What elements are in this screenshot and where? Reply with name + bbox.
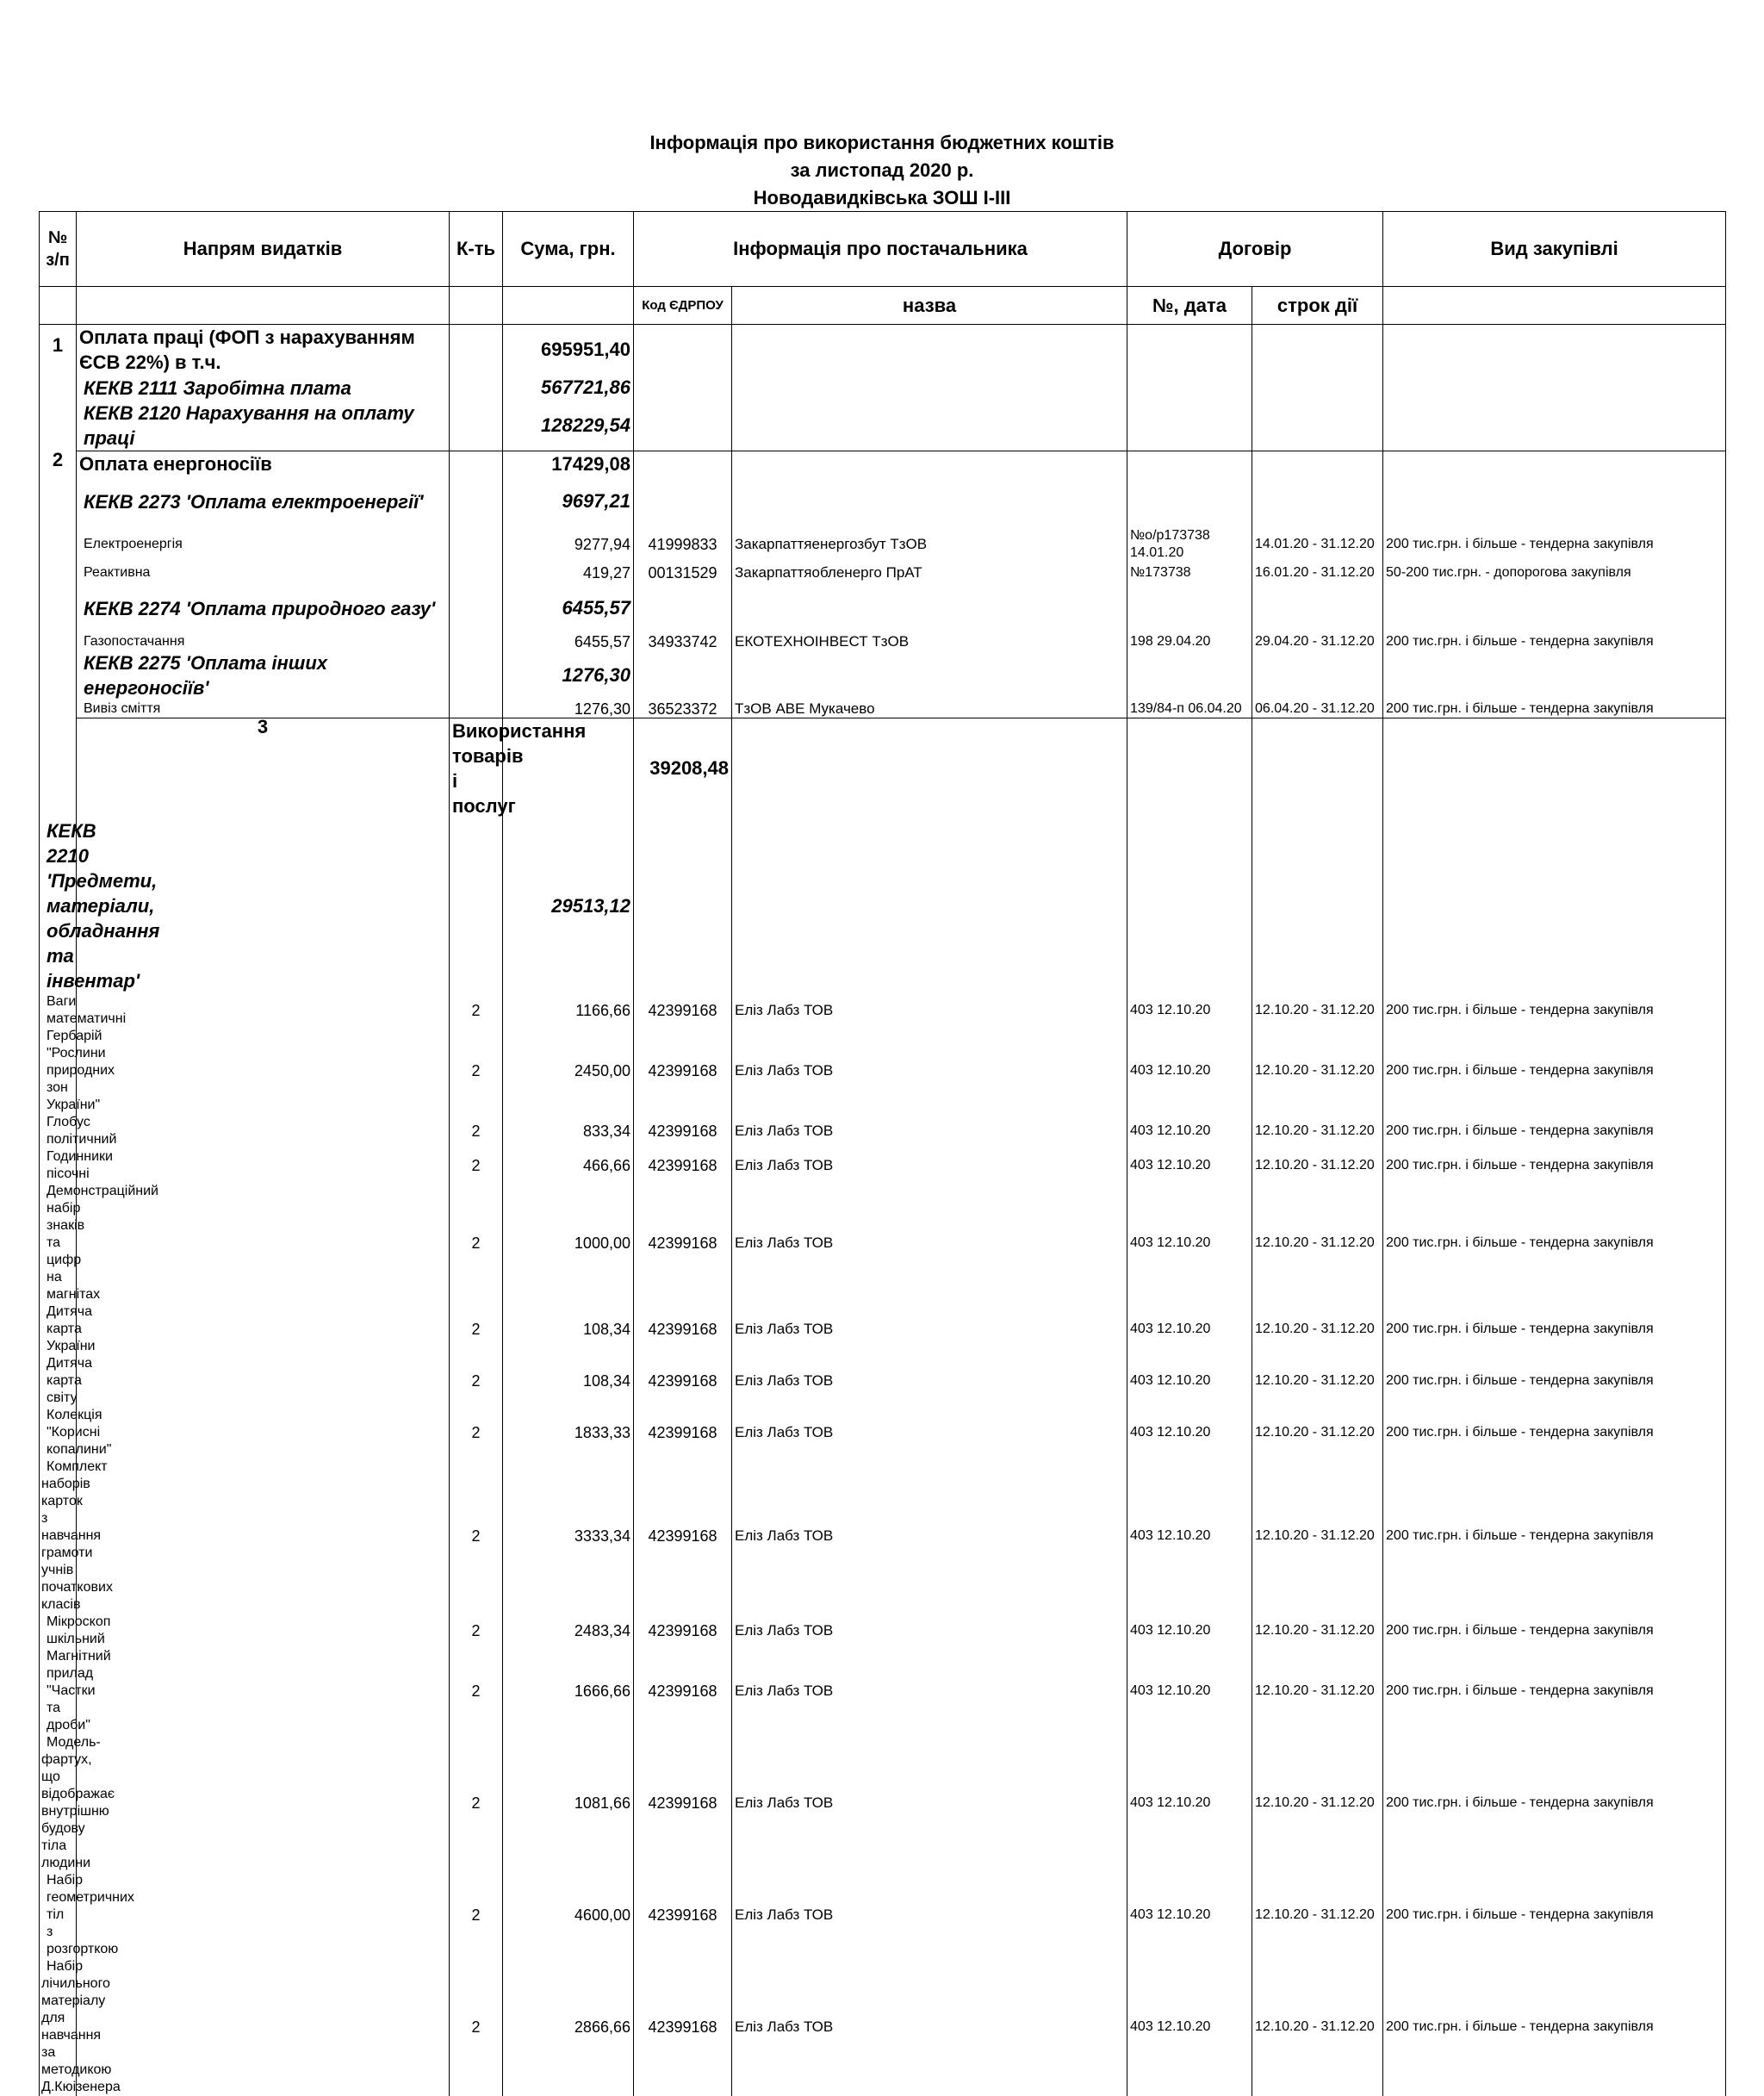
row-sum: 419,27 (503, 563, 634, 583)
kekv2111-sum: 567721,86 (503, 375, 634, 401)
row-contract: 139/84-п 06.04.20 (1127, 700, 1252, 718)
header-direction: Напрям видатків (77, 212, 450, 287)
row-term: 16.01.20 - 31.12.20 (1252, 563, 1383, 583)
row-qty: 2 (450, 1355, 503, 1407)
row-contract: 403 12.10.20 (1127, 1183, 1252, 1303)
row-name: Модель-фартух, що відображає внутрішню будову тіла людини (40, 1734, 77, 1872)
row-qty: 2 (450, 1183, 503, 1303)
row-sum: 466,66 (503, 1148, 634, 1183)
header-contract: Договір (1127, 212, 1383, 287)
row-code: 34933742 (634, 633, 732, 650)
section2-sum: 17429,08 (503, 451, 634, 477)
row-code: 42399168 (634, 1958, 732, 2096)
row-name: Демонстраційний набір знаків та цифр на магнітах (40, 1183, 77, 1303)
row-sum: 4600,00 (503, 1872, 634, 1958)
row-contract: 403 12.10.20 (1127, 1114, 1252, 1148)
row-kind: 200 тис.грн. і більше - тендерна закупівля (1383, 1958, 1726, 2096)
header-name: назва (732, 287, 1127, 325)
row-term: 12.10.20 - 31.12.20 (1252, 1028, 1383, 1114)
row-contract: 403 12.10.20 (1127, 1407, 1252, 1458)
row-kind: 200 тис.грн. і більше - тендерна закупівля (1383, 1028, 1726, 1114)
row-code: 42399168 (634, 1148, 732, 1183)
row-contract: 403 12.10.20 (1127, 1148, 1252, 1183)
row-supplier: Закарпаттяенергозбут ТзОВ (732, 526, 1127, 563)
row-code: 42399168 (634, 1648, 732, 1734)
row-name: Набір лічильного матеріалу для навчання за методикою Д.Кюізенера (40, 1958, 77, 2096)
row-code: 42399168 (634, 993, 732, 1028)
row-name: Реактивна (77, 563, 450, 583)
row-sum: 108,34 (503, 1355, 634, 1407)
row-qty: 2 (450, 1872, 503, 1958)
row-qty: 2 (450, 1303, 503, 1355)
row-contract: 403 12.10.20 (1127, 993, 1252, 1028)
row-supplier: Еліз Лабз ТОВ (732, 1614, 1127, 1648)
row-contract: 403 12.10.20 (1127, 1614, 1252, 1648)
row-term: 12.10.20 - 31.12.20 (1252, 1114, 1383, 1148)
row-contract: 403 12.10.20 (1127, 1872, 1252, 1958)
section3-title: Використання товарів і послуг (450, 718, 503, 819)
row-sum: 6455,57 (503, 633, 634, 650)
kekv2111-label: КЕКВ 2111 Заробітна плата (77, 375, 450, 401)
row-contract: 198 29.04.20 (1127, 633, 1252, 650)
row-qty: 2 (450, 1648, 503, 1734)
kekv2275-label: КЕКВ 2275 'Оплата інших енергоносіїв' (77, 650, 450, 700)
kekv2210-sum: 29513,12 (503, 818, 634, 993)
header-qty: К-ть (450, 212, 503, 287)
row-term: 12.10.20 - 31.12.20 (1252, 1734, 1383, 1872)
doc-title-line3: Новодавидківська ЗОШ І-ІІІ (0, 184, 1764, 212)
row-name: Ваги математичні (40, 993, 77, 1028)
row-term: 12.10.20 - 31.12.20 (1252, 1872, 1383, 1958)
header-purchase-type: Вид закупівлі (1383, 212, 1726, 287)
row-term: 06.04.20 - 31.12.20 (1252, 700, 1383, 718)
row-supplier: Еліз Лабз ТОВ (732, 1355, 1127, 1407)
row-name: Газопостачання (77, 633, 450, 650)
row-code: 42399168 (634, 1407, 732, 1458)
row-code: 42399168 (634, 1303, 732, 1355)
row-contract: 403 12.10.20 (1127, 1648, 1252, 1734)
row-sum: 1833,33 (503, 1407, 634, 1458)
row-code: 36523372 (634, 700, 732, 718)
section1-title: Оплата праці (ФОП з нарахуванням ЄСВ 22%) в т.ч. (77, 325, 450, 376)
row-kind: 200 тис.грн. і більше - тендерна закупівля (1383, 633, 1726, 650)
row-supplier: Еліз Лабз ТОВ (732, 1114, 1127, 1148)
kekv2274-sum: 6455,57 (503, 583, 634, 633)
row-term: 12.10.20 - 31.12.20 (1252, 1148, 1383, 1183)
row-contract: 403 12.10.20 (1127, 1028, 1252, 1114)
row-kind: 200 тис.грн. і більше - тендерна закупівля (1383, 1183, 1726, 1303)
row-kind: 200 тис.грн. і більше - тендерна закупівля (1383, 1458, 1726, 1614)
row-supplier: Еліз Лабз ТОВ (732, 1183, 1127, 1303)
kekv2275-sum: 1276,30 (503, 650, 634, 700)
row-contract: №о/р173738 14.01.20 (1127, 526, 1252, 563)
row-code: 42399168 (634, 1734, 732, 1872)
row-kind: 200 тис.грн. і більше - тендерна закупівля (1383, 700, 1726, 718)
row-sum: 9277,94 (503, 526, 634, 563)
row-sum: 2483,34 (503, 1614, 634, 1648)
row-code: 42399168 (634, 1614, 732, 1648)
row-code: 42399168 (634, 1114, 732, 1148)
row-kind: 200 тис.грн. і більше - тендерна закупівля (1383, 1148, 1726, 1183)
row-supplier: Еліз Лабз ТОВ (732, 1303, 1127, 1355)
row-supplier: Еліз Лабз ТОВ (732, 1648, 1127, 1734)
energy-row (40, 633, 1726, 650)
row-kind: 200 тис.грн. і більше - тендерна закупівля (1383, 1407, 1726, 1458)
row-term: 14.01.20 - 31.12.20 (1252, 526, 1383, 563)
header-code: Код ЄДРПОУ (634, 287, 732, 325)
row-kind: 200 тис.грн. і більше - тендерна закупівля (1383, 1303, 1726, 1355)
doc-title-line1: Інформація про використання бюджетних коштів (0, 129, 1764, 157)
row-qty: 2 (450, 1148, 503, 1183)
row-term: 12.10.20 - 31.12.20 (1252, 1458, 1383, 1614)
row-term: 12.10.20 - 31.12.20 (1252, 1614, 1383, 1648)
row-name: Мікроскоп шкільний (40, 1614, 77, 1648)
row-code: 41999833 (634, 526, 732, 563)
header-num-date: №, дата (1127, 287, 1252, 325)
row-code: 42399168 (634, 1355, 732, 1407)
row-term: 29.04.20 - 31.12.20 (1252, 633, 1383, 650)
row-supplier: Еліз Лабз ТОВ (732, 993, 1127, 1028)
row-supplier: Еліз Лабз ТОВ (732, 1958, 1127, 2096)
row-sum: 1276,30 (503, 700, 634, 718)
row-contract: 403 12.10.20 (1127, 1734, 1252, 1872)
row-name: Комплект наборів карток з навчання грамоти учнів початкових класів (40, 1458, 77, 1614)
row-supplier: Еліз Лабз ТОВ (732, 1734, 1127, 1872)
row-supplier: Еліз Лабз ТОВ (732, 1458, 1127, 1614)
section1-sum: 695951,40 (503, 325, 634, 376)
row-qty: 2 (450, 1114, 503, 1148)
row-supplier: Закарпаттяобленерго ПрАТ (732, 563, 1127, 583)
row-qty: 2 (450, 1734, 503, 1872)
row-contract: 403 12.10.20 (1127, 1458, 1252, 1614)
row-name: Дитяча карта України (40, 1303, 77, 1355)
row-supplier: Еліз Лабз ТОВ (732, 1872, 1127, 1958)
row-term: 12.10.20 - 31.12.20 (1252, 1355, 1383, 1407)
row-code: 42399168 (634, 1183, 732, 1303)
row-supplier: Еліз Лабз ТОВ (732, 1028, 1127, 1114)
energy-row (40, 526, 1726, 563)
row-kind: 200 тис.грн. і більше - тендерна закупівля (1383, 1648, 1726, 1734)
row-name: Вивіз сміття (77, 700, 450, 718)
row-qty: 2 (450, 1614, 503, 1648)
row-name: Гербарій "Рослини природних зон України" (40, 1028, 77, 1114)
row-term: 12.10.20 - 31.12.20 (1252, 993, 1383, 1028)
row-code: 42399168 (634, 1458, 732, 1614)
section1-num: 1 (40, 325, 77, 451)
kekv2274-label: КЕКВ 2274 'Оплата природного газу' (77, 583, 450, 633)
row-kind: 200 тис.грн. і більше - тендерна закупівля (1383, 1114, 1726, 1148)
row-kind: 50-200 тис.грн. - допорогова закупівля (1383, 563, 1726, 583)
row-name: Колекція "Корисні копалини" (40, 1407, 77, 1458)
row-kind: 200 тис.грн. і більше - тендерна закупівля (1383, 1872, 1726, 1958)
kekv2273-sum: 9697,21 (503, 476, 634, 526)
row-sum: 1166,66 (503, 993, 634, 1028)
row-contract: №173738 (1127, 563, 1252, 583)
doc-title-line2: за листопад 2020 р. (0, 157, 1764, 184)
header-term: строк дії (1252, 287, 1383, 325)
row-term: 12.10.20 - 31.12.20 (1252, 1958, 1383, 2096)
section3-sum: 39208,48 (634, 718, 732, 819)
row-kind: 200 тис.грн. і більше - тендерна закупівля (1383, 993, 1726, 1028)
kekv2273-label: КЕКВ 2273 'Оплата електроенергії' (77, 476, 450, 526)
row-name: Магнітний прилад "Частки та дроби" (40, 1648, 77, 1734)
row-supplier: ЕКОТЕХНОІНВЕСТ ТзОВ (732, 633, 1127, 650)
kekv2210-label: КЕКВ 2210 'Предмети, матеріали, обладнання та інвентар' (40, 818, 77, 993)
row-contract: 403 12.10.20 (1127, 1355, 1252, 1407)
kekv2120-label: КЕКВ 2120 Нарахування на оплату праці (77, 401, 450, 451)
row-term: 12.10.20 - 31.12.20 (1252, 1648, 1383, 1734)
header-supplier: Інформація про постачальника (634, 212, 1127, 287)
row-qty: 2 (450, 1458, 503, 1614)
row-kind: 200 тис.грн. і більше - тендерна закупівля (1383, 1614, 1726, 1648)
row-name: Глобус політичний (40, 1114, 77, 1148)
row-supplier: ТзОВ АВЕ Мукачево (732, 700, 1127, 718)
row-kind: 200 тис.грн. і більше - тендерна закупівля (1383, 1734, 1726, 1872)
row-contract: 403 12.10.20 (1127, 1303, 1252, 1355)
row-sum: 3333,34 (503, 1458, 634, 1614)
row-name: Дитяча карта світу (40, 1355, 77, 1407)
row-term: 12.10.20 - 31.12.20 (1252, 1303, 1383, 1355)
row-contract: 403 12.10.20 (1127, 1958, 1252, 2096)
section3-num: 3 (77, 718, 450, 2096)
row-sum: 2450,00 (503, 1028, 634, 1114)
row-sum: 2866,66 (503, 1958, 634, 2096)
header-sum: Сума, грн. (503, 212, 634, 287)
energy-row (40, 700, 1726, 718)
row-term: 12.10.20 - 31.12.20 (1252, 1183, 1383, 1303)
row-qty: 2 (450, 993, 503, 1028)
row-kind: 200 тис.грн. і більше - тендерна закупівля (1383, 526, 1726, 563)
row-code: 00131529 (634, 563, 732, 583)
row-name: Годинники пісочні (40, 1148, 77, 1183)
row-sum: 1000,00 (503, 1183, 634, 1303)
budget-table (39, 211, 1726, 2096)
row-qty: 2 (450, 1958, 503, 2096)
row-code: 42399168 (634, 1028, 732, 1114)
header-num: № з/п (40, 212, 77, 287)
section2-title: Оплата енергоносіїв (77, 451, 450, 477)
energy-row (40, 563, 1726, 583)
row-sum: 833,34 (503, 1114, 634, 1148)
row-qty: 2 (450, 1028, 503, 1114)
row-supplier: Еліз Лабз ТОВ (732, 1407, 1127, 1458)
section2-num: 2 (40, 451, 77, 819)
row-kind: 200 тис.грн. і більше - тендерна закупівля (1383, 1355, 1726, 1407)
row-supplier: Еліз Лабз ТОВ (732, 1148, 1127, 1183)
row-sum: 1081,66 (503, 1734, 634, 1872)
row-name: Набір геометричних тіл з розгорткою (40, 1872, 77, 1958)
row-sum: 1666,66 (503, 1648, 634, 1734)
row-code: 42399168 (634, 1872, 732, 1958)
row-term: 12.10.20 - 31.12.20 (1252, 1407, 1383, 1458)
row-sum: 108,34 (503, 1303, 634, 1355)
row-qty: 2 (450, 1407, 503, 1458)
row-name: Електроенергія (77, 526, 450, 563)
kekv2120-sum: 128229,54 (503, 401, 634, 451)
